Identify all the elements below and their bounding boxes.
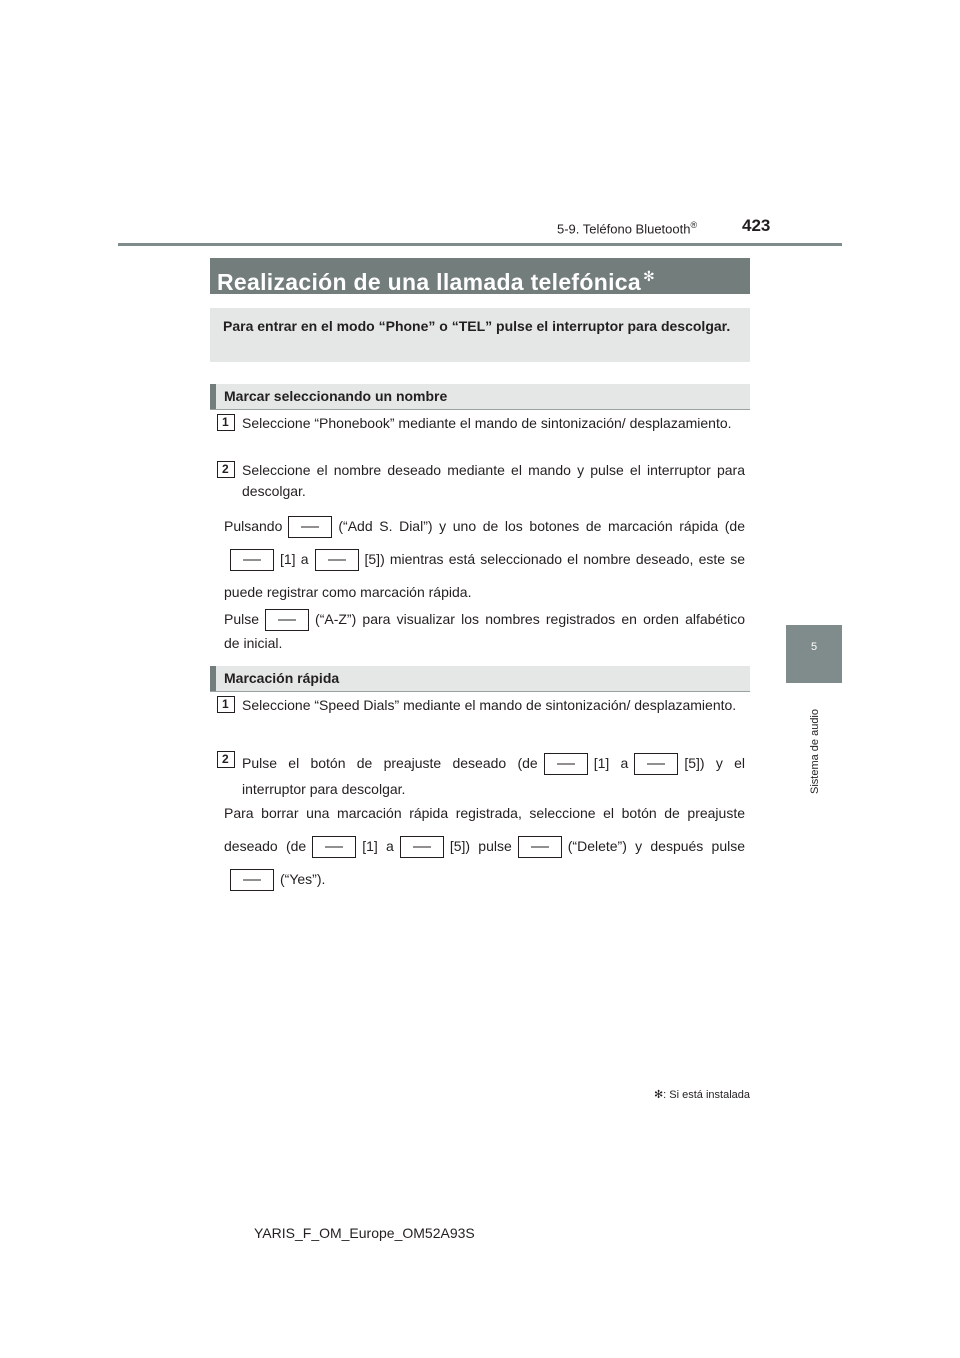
screen-button-icon [544, 753, 588, 775]
screen-button-icon [288, 516, 332, 538]
screen-button-icon [518, 836, 562, 858]
intro-box: Para entrar en el modo “Phone” o “TEL” pulse el interruptor para descolgar. [210, 308, 750, 362]
chapter-tab: 5 [786, 625, 842, 683]
step-number: 2 [217, 751, 235, 768]
document-code: YARIS_F_OM_Europe_OM52A93S [254, 1225, 475, 1241]
step-text: Seleccione el nombre deseado mediante el mando y pulse el interruptor para descolgar. [242, 462, 745, 499]
header-rule [118, 243, 842, 246]
note-paragraph: Para borrar una marcación rápida registrada, seleccione el botón de preajuste deseado (de [1] a [5]) pulse (“Delete”) y después pulse(“Yes”). [224, 797, 745, 896]
screen-button-icon [230, 549, 274, 571]
page-title: Realización de una llamada telefónica ✻ [210, 258, 750, 294]
installed-mark-icon: ✻ [653, 1089, 664, 1101]
screen-button-icon [265, 609, 309, 631]
step-number: 1 [217, 414, 235, 431]
screen-button-icon [634, 753, 678, 775]
screen-button-icon [312, 836, 356, 858]
footnote: ✻: Si está instalada [653, 1089, 750, 1101]
screen-button-icon [315, 549, 359, 571]
step-text: Seleccione “Phonebook” mediante el mando de sintonización/ desplazamiento. [242, 415, 732, 431]
step-number: 1 [217, 696, 235, 713]
section-heading-speed-dial: Marcación rápida [210, 666, 750, 691]
installed-mark-icon: ✻ [642, 268, 655, 284]
screen-button-icon [400, 836, 444, 858]
note-paragraph: Pulse (“A-Z”) para visualizar los nombres registrados en orden alfabético de inicial. [224, 611, 745, 652]
section-heading-name-dial: Marcar seleccionando un nombre [210, 384, 750, 409]
step-number: 2 [217, 461, 235, 478]
step-text: Pulse el botón de preajuste deseado (de [1] a [5]) y el interruptor para descolgar. [242, 755, 745, 797]
screen-button-icon [230, 869, 274, 891]
chapter-tab-label: Sistema de audio [809, 709, 821, 794]
note-paragraph: Pulsando (“Add S. Dial”) y uno de los botones de marcación rápida (de[1] a [5]) mientras está seleccionado el nombre deseado, este se puede registrar como marcación rápida. [224, 518, 745, 600]
running-header-section: 5-9. Teléfono Bluetooth® [557, 220, 698, 237]
page-number: 423 [742, 216, 771, 235]
step-text: Seleccione “Speed Dials” mediante el mando de sintonización/ desplazamiento. [242, 697, 737, 713]
